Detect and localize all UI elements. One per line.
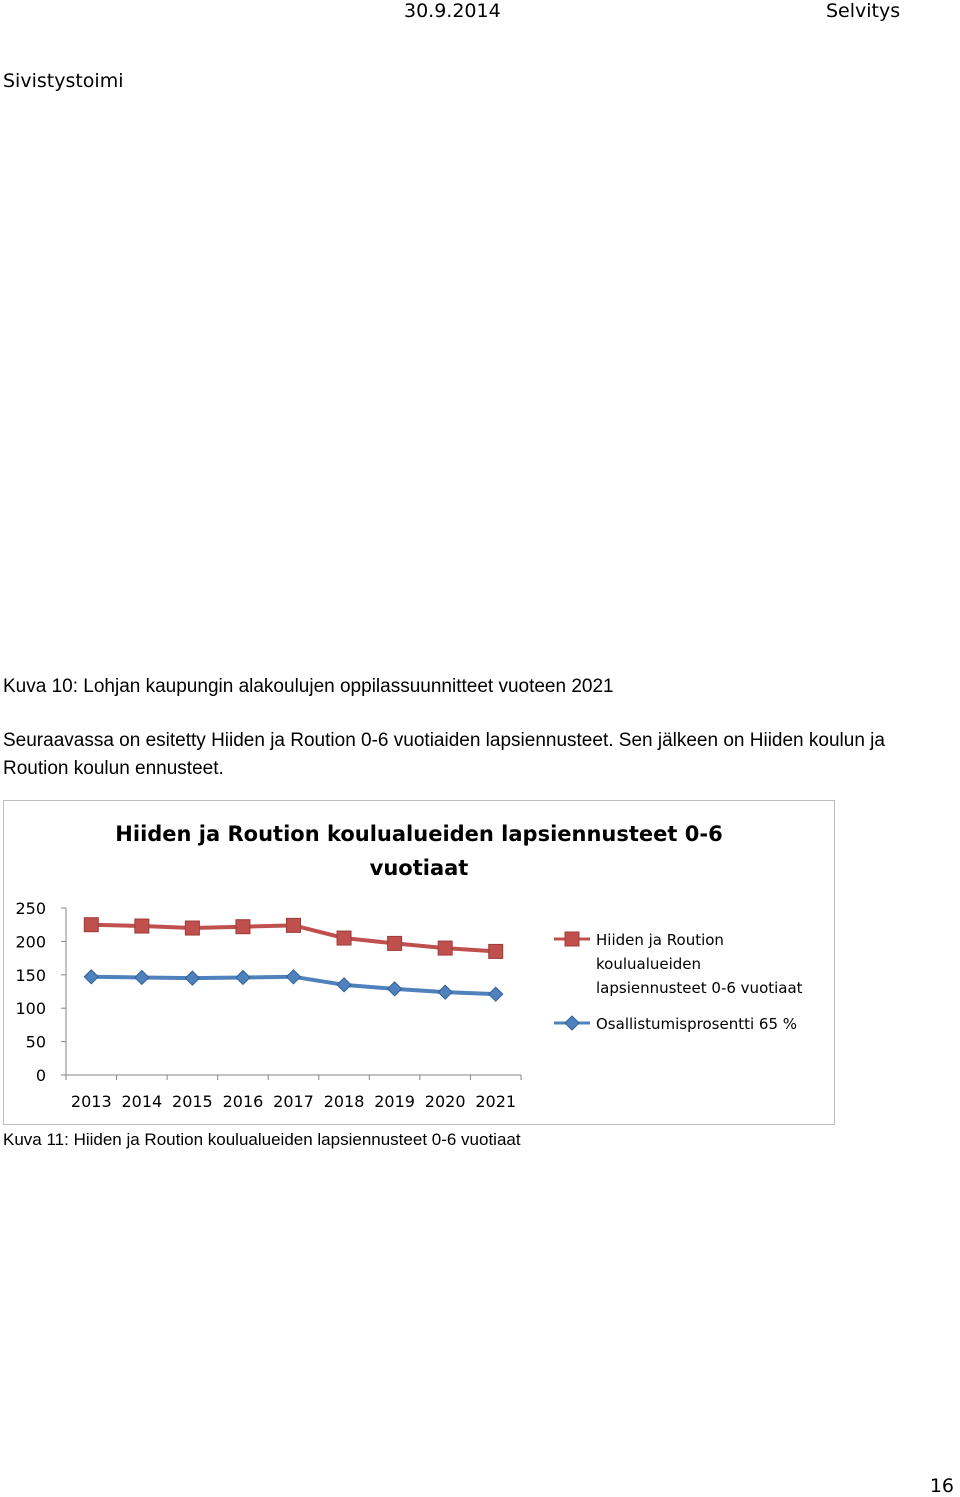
series-2-point xyxy=(287,970,301,984)
x-tick-label: 2014 xyxy=(121,1092,163,1111)
chart-frame xyxy=(3,800,835,1125)
y-tick-label: 0 xyxy=(35,1066,46,1085)
chart-title-line: Hiiden ja Roution koulualueiden lapsiennusteet 0-6 xyxy=(115,822,723,846)
legend-key-marker-2 xyxy=(565,1016,579,1030)
series-1-point xyxy=(388,936,402,950)
header-date: 30.9.2014 xyxy=(404,0,501,22)
x-tick-label: 2013 xyxy=(70,1092,112,1111)
x-tick-label: 2016 xyxy=(222,1092,264,1111)
legend-label: Osallistumisprosentti 65 % xyxy=(596,1015,798,1033)
legend-label: lapsiennusteet 0-6 vuotiaat xyxy=(596,979,803,997)
series-2-point xyxy=(236,970,250,984)
y-tick-label: 50 xyxy=(25,1032,46,1052)
line-chart xyxy=(4,801,834,1124)
series-2-point xyxy=(337,978,351,992)
header-document-type: Selvitys xyxy=(826,0,901,22)
series-1-point xyxy=(489,944,503,958)
x-tick-label: 2020 xyxy=(424,1092,466,1111)
figure-11-caption: Kuva 11: Hiiden ja Roution koulualueiden lapsiennusteet 0-6 vuotiaat xyxy=(3,1130,521,1149)
series-1-point xyxy=(84,918,98,932)
series-2-point xyxy=(489,987,503,1001)
series-2-point xyxy=(84,970,98,984)
x-tick-label: 2018 xyxy=(323,1092,365,1111)
page-number: 16 xyxy=(929,1475,954,1497)
series-2-point xyxy=(135,970,149,984)
y-tick-label: 150 xyxy=(15,965,46,985)
series-1-point xyxy=(438,941,452,955)
series-1-point xyxy=(185,921,199,935)
legend-key-marker-1 xyxy=(565,932,579,946)
series-2-point xyxy=(185,971,199,985)
x-tick-label: 2015 xyxy=(172,1092,213,1111)
legend-label: koulualueiden xyxy=(596,955,702,973)
y-tick-label: 250 xyxy=(15,899,46,918)
series-1-point xyxy=(236,920,250,934)
chart-title-line: vuotiaat xyxy=(369,856,469,880)
series-1-point xyxy=(337,931,351,945)
y-tick-label: 200 xyxy=(15,932,46,952)
department-label: Sivistystoimi xyxy=(3,70,124,92)
y-tick-label: 100 xyxy=(15,999,46,1019)
x-tick-label: 2017 xyxy=(273,1092,314,1111)
series-2-point xyxy=(438,985,452,999)
body-paragraph: Seuraavassa on esitetty Hiiden ja Roution 0-6 vuotiaiden lapsiennusteet. Sen jälkeen on Hiiden koulun ja Roution koulun ennusteet. xyxy=(3,730,885,779)
x-tick-label: 2019 xyxy=(374,1092,415,1111)
legend-label: Hiiden ja Roution xyxy=(596,931,724,949)
series-1-point xyxy=(287,918,301,932)
series-1-point xyxy=(135,919,149,933)
x-tick-label: 2021 xyxy=(475,1092,517,1111)
figure-10-caption: Kuva 10: Lohjan kaupungin alakoulujen oppilassuunnitteet vuoteen 2021 xyxy=(3,676,614,697)
series-2-point xyxy=(388,982,402,996)
